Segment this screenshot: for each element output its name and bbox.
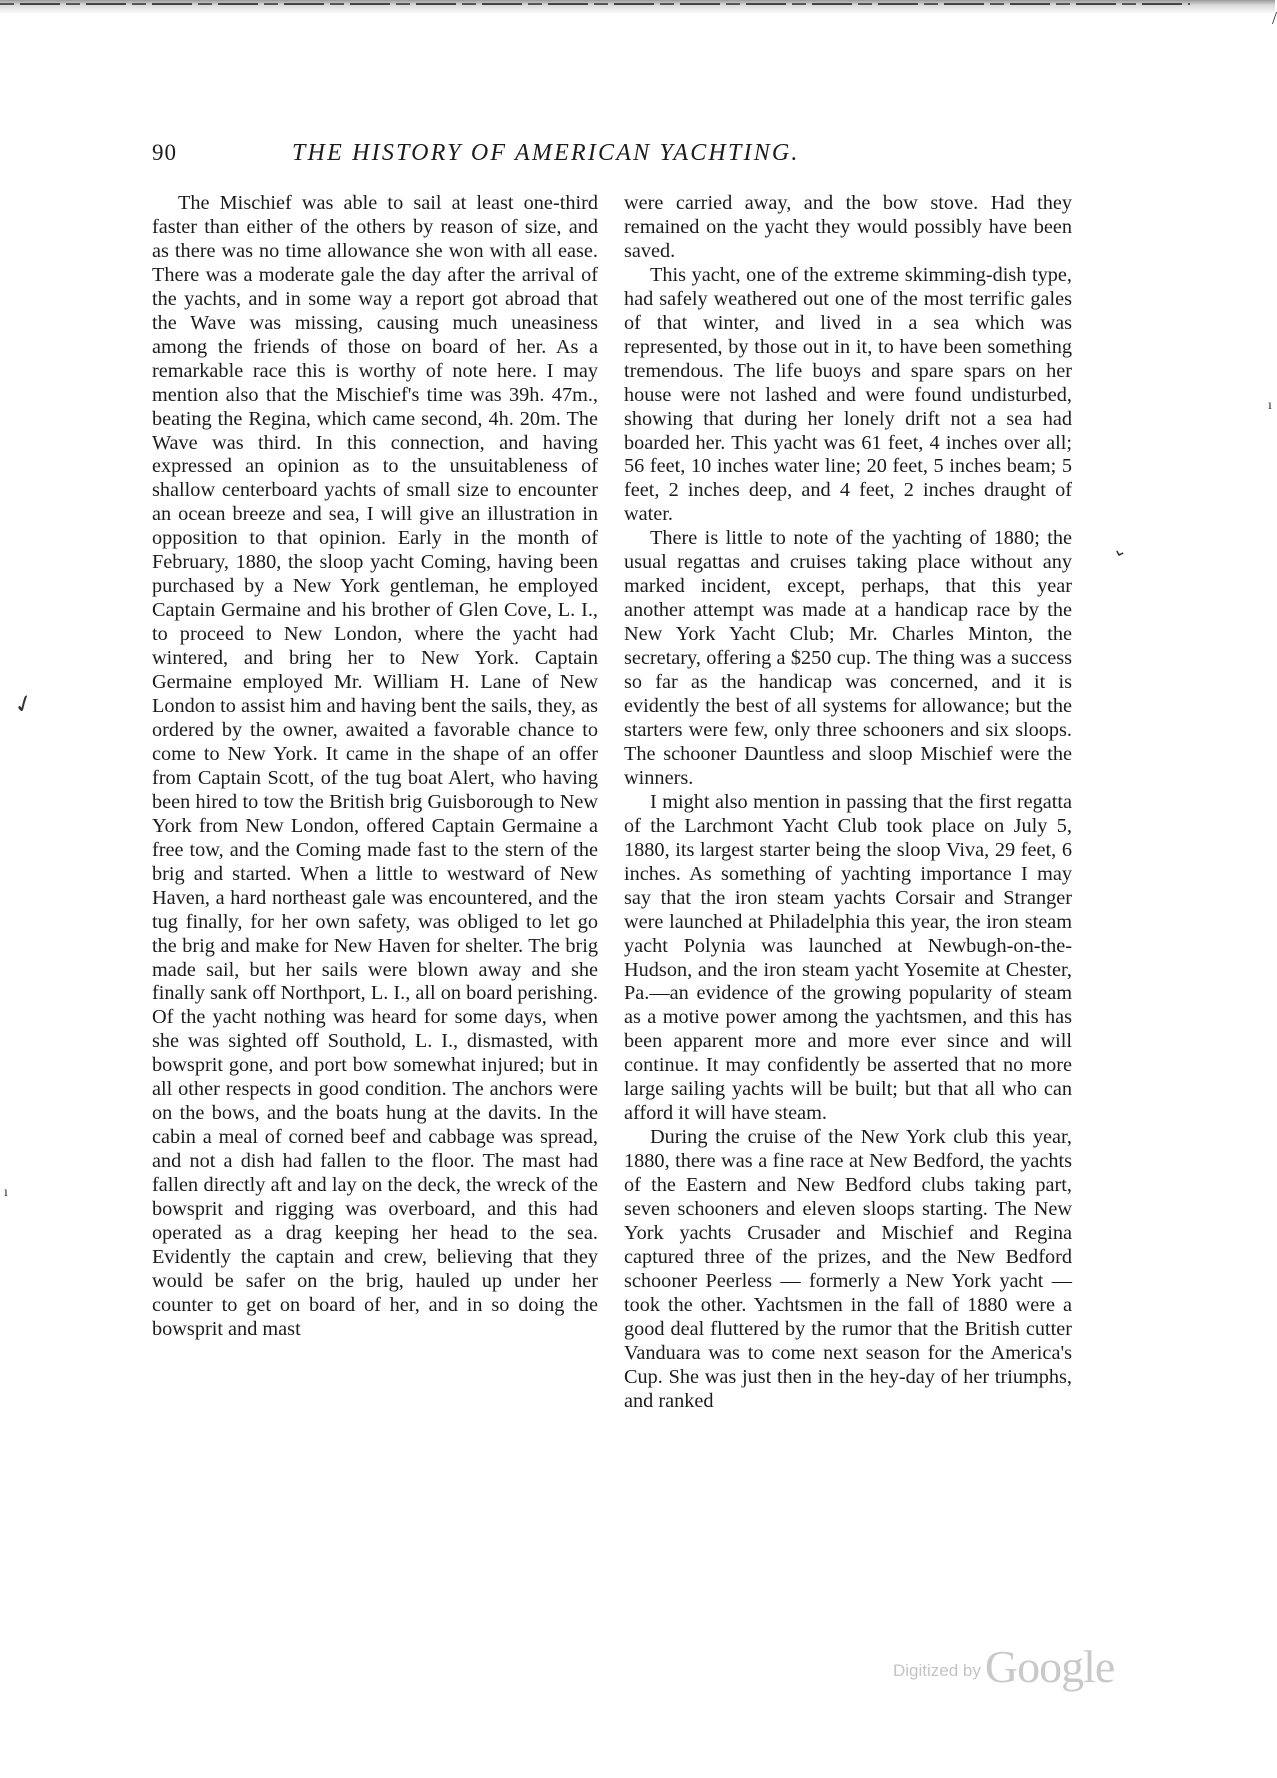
- margin-dot-mark: ı: [1268, 398, 1272, 413]
- paragraph: I might also mention in passing that the first regatta of the Larchmont Yacht Club took place on July 5, 1880, its largest starter being the sloop Viva, 29 feet, 6 inches. As something of yachting importance I may say that the iron steam yachts Corsair and Stranger were launched at Philadelphia this year, the iron steam yacht Polynia was launched at Newbugh-on-the-Hudson, and the iron steam yacht Yosemite at Chester, Pa.—an evidence of the growing popularity of steam as a motive power among the yachtsmen, and this has been apparent more and more ever since and will continue. It may confidently be asserted that no more large sailing yachts will be built; but that all who can afford it will have steam.: [624, 790, 1072, 1125]
- paragraph: were carried away, and the bow stove. Had they remained on the yacht they would possibly have been saved.: [624, 192, 1072, 262]
- margin-dot-mark: ı: [4, 1185, 8, 1200]
- scan-edge: [0, 0, 1275, 14]
- paragraph: There is little to note of the yachting of 1880; the usual regattas and cruises taking place without any marked incident, except, perhaps, that this year another attempt was made at a handicap race by the New York Yacht Club; Mr. Charles Minton, the secretary, offering a $250 cup. The thing was a success so far as the handicap was concerned, and it is evidently the best of all systems for allowance; but the starters were few, only three schooners and six sloops. The schooner Dauntless and sloop Mischief were the winners.: [624, 527, 1072, 789]
- margin-tick-mark: /: [1272, 8, 1277, 28]
- page-number: 90: [152, 140, 177, 165]
- paragraph: This yacht, one of the extreme skimming-dish type, had safely weathered out one of the most terrific gales of that winter, and lived in a sea which was represented, by those out in it, to have been something tremendous. The life buoys and spare spars on her house were not lashed and were found undisturbed, showing that during her lonely drift not a sea had boarded her. This yacht was 61 feet, 4 inches over all; 56 feet, 10 inches water line; 20 feet, 5 inches beam; 5 feet, 2 inches deep, and 4 feet, 2 inches draught of water.: [624, 263, 1072, 526]
- paragraph: The Mischief was able to sail at least one-third faster than either of the others by reason of size, and as there was no time allowance she won with all ease. There was a moderate gale the day after the arrival of the yachts, and in some way a report got abroad that the Wave was missing, causing much uneasiness among the friends of those on board of her. As a remarkable race this is worthy of note here. I may mention also that the Mischief's time was 39h. 47m., beating the Regina, which came second, 4h. 20m. The Wave was third. In this connection, and having expressed an opinion as to the unsuitableness of shallow centerboard yachts of small size to encounter an ocean breeze and sea, I will give an illustration in opposition to that opinion. Early in the month of February, 1880, the sloop yacht Coming, having been purchased by a New York gentleman, he employed Captain Germaine and his brother of Glen Cove, L. I., to proceed to New London, where the yacht had wintered, and bring her to New York. Captain Germaine employed Mr. William H. Lane of New London to assist him and having bent the sails, they, as ordered by the owner, awaited a favorable chance to come to New York. It came in the shape of an offer from Captain Scott, of the tug boat Alert, who having been hired to tow the British brig Guisborough to New York from New London, offered Captain Germaine a free tow, and the Coming made fast to the stern of the brig and started. When a little to westward of New Haven, a hard northeast gale was encountered, and the tug finally, for her own safety, was obliged to let go the brig and make for New Haven for shelter. The brig made sail, but her sails were blown away and she finally sank off Northport, L. I., all on board perishing. Of the yacht nothing was heard for some days, when she was sighted off Southold, L. I., dismasted, with bowsprit gone, and port bow somewhat injured; but in all other respects in good condition. The anchors were on the bows, and the boats hung at the davits. In the cabin a meal of corned beef and cabbage was spread, and not a dish had fallen to the floor. The mast had fallen directly aft and lay on the deck, the wreck of the bowsprit and rigging was overboard, and this had operated as a drag keeping her head to the sea. Evidently the captain and crew, believing that they would be safer on the brig, hauled up under her counter to get on board of her, and in so doing the bowsprit and mast: [152, 192, 598, 1340]
- digitized-watermark: [893, 1640, 1114, 1693]
- page-header: [152, 140, 1002, 170]
- left-column: [152, 192, 598, 1342]
- margin-check-mark: ✓: [10, 689, 39, 721]
- digitized-by-label: Digitized by: [893, 1661, 981, 1680]
- running-title: THE HISTORY OF AMERICAN YACHTING.: [292, 140, 800, 166]
- google-logo: Google: [984, 1641, 1115, 1692]
- paragraph: During the cruise of the New York club this year, 1880, there was a fine race at New Bedford, the yachts of the Eastern and New Bedford clubs taking part, seven schooners and eleven sloops starting. The New York yachts Crusader and Mischief and Regina captured three of the prizes, and the New Bedford schooner Peerless — formerly a New York yacht — took the other. Yachtsmen in the fall of 1880 were a good deal fluttered by the rumor that the British cutter Vanduara was to come next season for the America's Cup. She was just then in the hey-day of her triumphs, and ranked: [624, 1126, 1072, 1412]
- margin-pencil-mark: ⌄: [1110, 538, 1131, 562]
- right-column: [624, 192, 1072, 1414]
